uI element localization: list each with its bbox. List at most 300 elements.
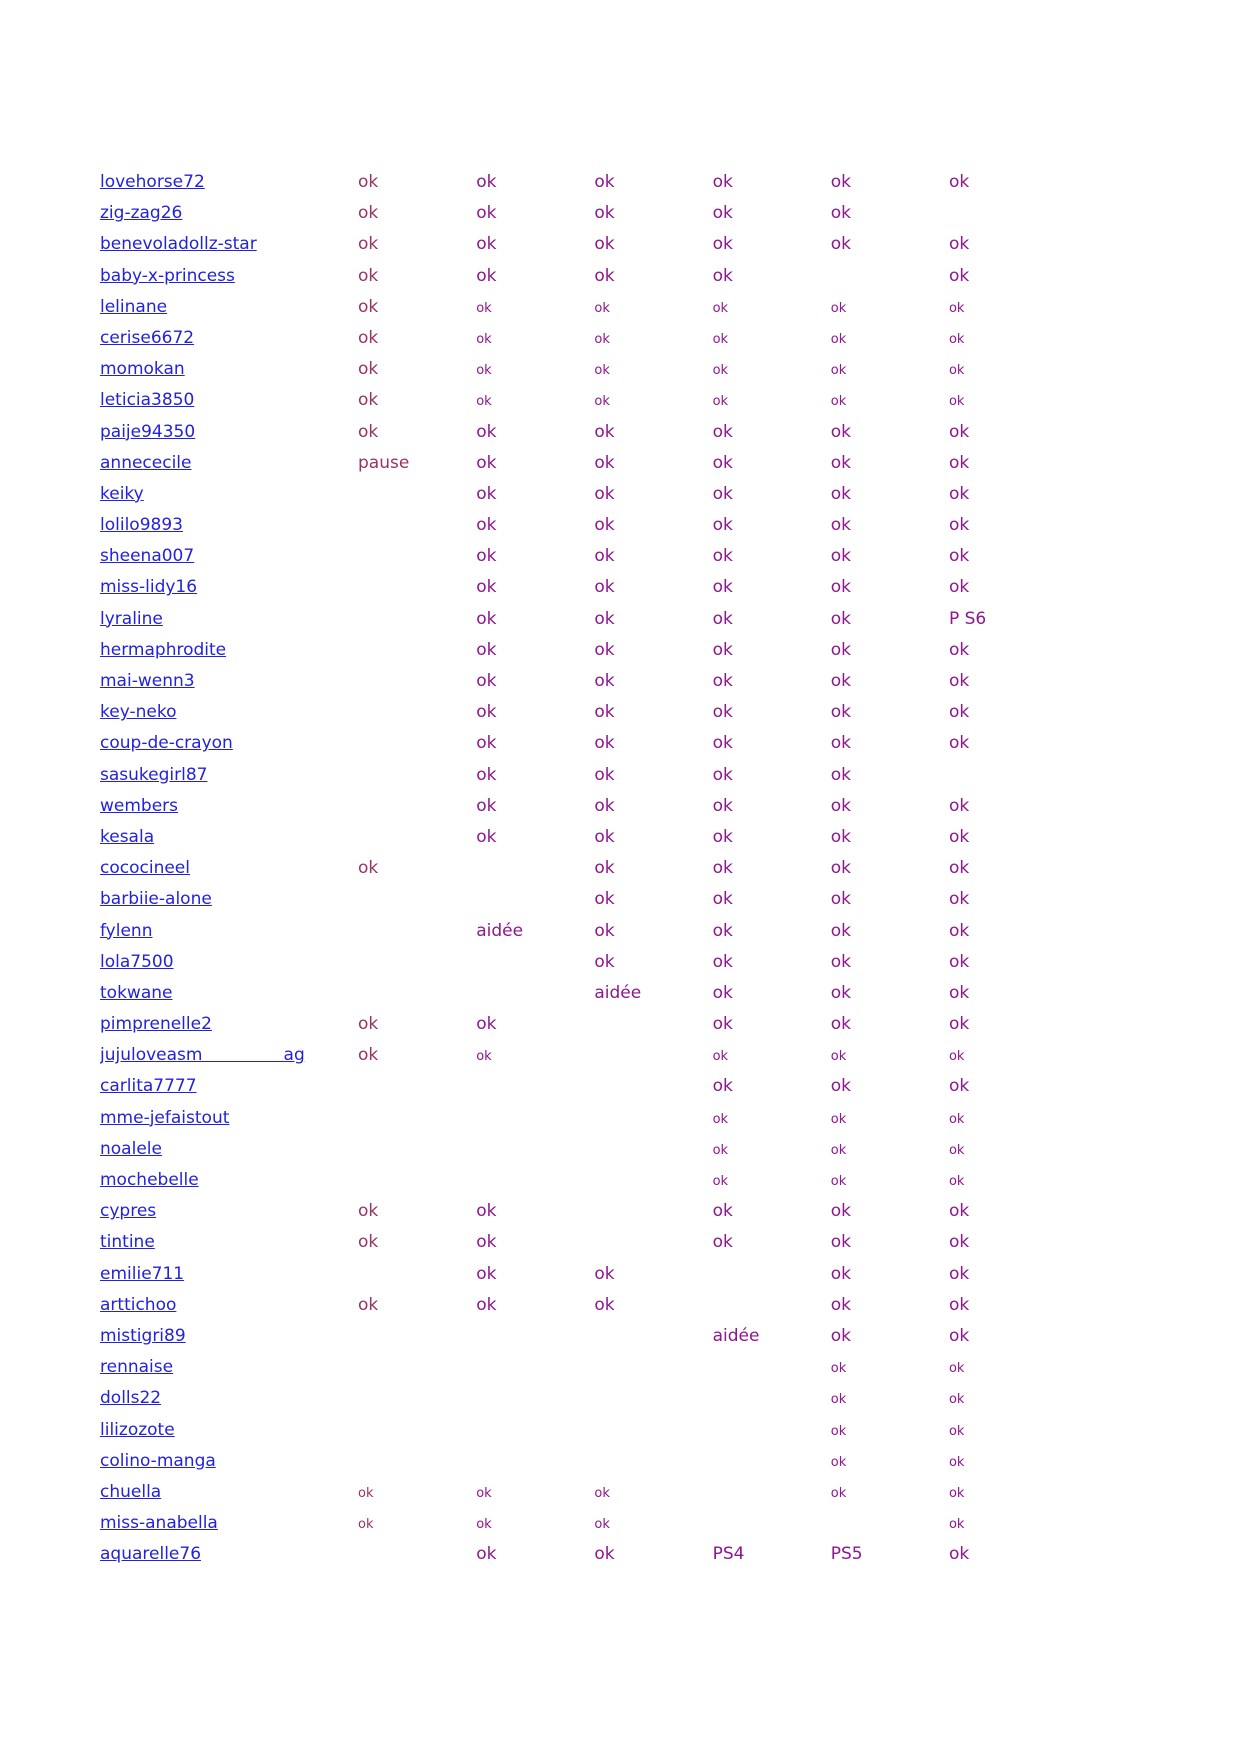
- status-value: ok: [712, 1142, 729, 1158]
- status-value: ok: [712, 483, 733, 504]
- table-row: [100, 858, 1220, 889]
- status-value: ok: [830, 546, 851, 567]
- status-value: ok: [358, 172, 379, 192]
- member-link[interactable]: emilie711: [100, 1263, 185, 1284]
- status-value: ok: [830, 608, 851, 629]
- status-value: ok: [358, 234, 379, 255]
- status-value: ok: [830, 394, 847, 410]
- status-value: ok: [476, 483, 497, 504]
- table-row: [100, 1014, 1220, 1045]
- member-name-cell: [100, 702, 358, 722]
- status-value: ok: [948, 1201, 970, 1222]
- status-value: ok: [358, 1485, 374, 1501]
- status-value: ok: [594, 363, 610, 379]
- status-value: ok: [476, 515, 497, 536]
- status-value: ok: [476, 363, 492, 379]
- status-value: aidée: [712, 1325, 760, 1346]
- member-name-cell: [100, 983, 358, 1003]
- member-name-cell: [100, 266, 358, 286]
- member-link[interactable]: coup-de-crayon: [100, 733, 233, 754]
- status-value: ok: [830, 733, 851, 754]
- member-name-cell: [100, 297, 358, 317]
- status-value: ok: [948, 920, 970, 941]
- status-value: ok: [712, 982, 733, 1003]
- status-value: ok: [712, 1049, 729, 1065]
- table-row: [100, 1482, 1220, 1513]
- status-value: ok: [830, 858, 851, 879]
- table-row: [100, 1357, 1220, 1388]
- status-value: ok: [476, 331, 492, 347]
- status-value: ok: [358, 1014, 379, 1035]
- status-value: ok: [830, 577, 851, 598]
- status-value: ok: [830, 982, 851, 1003]
- status-value: ok: [712, 920, 733, 941]
- table-row: [100, 359, 1220, 390]
- member-name-cell: [100, 577, 358, 597]
- status-value: ok: [948, 1454, 965, 1470]
- status-value: ok: [948, 1325, 970, 1346]
- table-row: [100, 266, 1220, 297]
- table-row: [100, 234, 1220, 265]
- status-value: ok: [594, 764, 615, 785]
- status-value: ok: [830, 1325, 851, 1346]
- status-value: ok: [830, 1014, 851, 1035]
- table-row: [100, 765, 1220, 796]
- table-row: [100, 328, 1220, 359]
- status-value: ok: [594, 889, 615, 910]
- table-row: [100, 1388, 1220, 1419]
- member-name-cell: [100, 1170, 358, 1190]
- status-value: ok: [712, 421, 733, 442]
- member-link[interactable]: baby-x-princess: [100, 265, 235, 286]
- status-value: ok: [594, 483, 615, 504]
- member-name-cell: [100, 889, 358, 909]
- status-value: ok: [712, 265, 733, 286]
- status-value: ok: [476, 608, 497, 629]
- status-value: ok: [948, 1263, 970, 1284]
- table-row: [100, 515, 1220, 546]
- member-link[interactable]: zig-zag26: [100, 203, 183, 224]
- table-row: [100, 1139, 1220, 1170]
- member-name-cell: [100, 328, 358, 348]
- status-value: ok: [712, 515, 733, 536]
- status-value: ok: [830, 1076, 851, 1097]
- status-value: ok: [830, 1201, 851, 1222]
- member-link[interactable]: jujuloveasm ag: [100, 1045, 305, 1066]
- status-value: ok: [358, 1232, 379, 1253]
- status-value: ok: [476, 172, 497, 192]
- member-link[interactable]: mistigri89: [100, 1325, 186, 1346]
- member-name-cell: [100, 1232, 358, 1252]
- member-name-cell: [100, 765, 358, 785]
- status-value: PS5: [830, 1544, 863, 1565]
- member-link[interactable]: paije94350: [100, 421, 196, 442]
- status-value: ok: [594, 826, 615, 847]
- table-row: [100, 453, 1220, 484]
- status-value: ok: [830, 172, 851, 192]
- status-value: ok: [948, 826, 970, 847]
- table-row: [100, 1045, 1220, 1076]
- status-value: ok: [476, 1232, 497, 1253]
- status-value: ok: [948, 1076, 970, 1097]
- table-row: [100, 702, 1220, 733]
- status-value: ok: [594, 265, 615, 286]
- member-link[interactable]: sasukegirl87: [100, 764, 208, 785]
- table-row: [100, 577, 1220, 608]
- member-name-cell: [100, 546, 358, 566]
- status-value: ok: [476, 452, 497, 473]
- status-value: ok: [948, 300, 965, 316]
- member-link[interactable]: lola7500: [100, 951, 174, 972]
- member-name-cell: [100, 827, 358, 847]
- member-link[interactable]: lyraline: [100, 608, 163, 629]
- member-link[interactable]: tokwane: [100, 982, 173, 1003]
- status-value: ok: [594, 546, 615, 567]
- status-value: ok: [476, 203, 497, 224]
- status-value: ok: [594, 172, 615, 192]
- status-value: ok: [948, 1544, 970, 1565]
- member-link[interactable]: cerise6672: [100, 327, 195, 348]
- status-value: ok: [476, 1049, 492, 1065]
- member-link[interactable]: miss-anabella: [100, 1513, 218, 1534]
- status-value: aidée: [594, 982, 642, 1003]
- status-value: ok: [712, 1201, 733, 1222]
- status-value: ok: [830, 639, 851, 660]
- status-value: ok: [476, 421, 497, 442]
- status-value: ok: [358, 1045, 379, 1066]
- status-value: ok: [948, 483, 970, 504]
- status-value: ok: [476, 826, 497, 847]
- status-value: ok: [594, 608, 615, 629]
- status-value: ok: [948, 546, 970, 567]
- status-value: ok: [476, 1263, 497, 1284]
- member-link[interactable]: noalele: [100, 1138, 162, 1159]
- status-value: ok: [948, 577, 970, 598]
- member-link[interactable]: mochebelle: [100, 1170, 199, 1190]
- member-link[interactable]: arttichoo: [100, 1294, 177, 1315]
- member-link[interactable]: aquarelle76: [100, 1544, 202, 1565]
- member-name-cell: [100, 172, 358, 192]
- member-name-cell: [100, 1045, 358, 1065]
- status-value: ok: [712, 234, 733, 255]
- status-value: ok: [948, 733, 970, 754]
- status-value: ok: [358, 1294, 379, 1315]
- status-value: ok: [476, 795, 497, 816]
- table-row: [100, 827, 1220, 858]
- status-value: ok: [476, 1485, 492, 1501]
- table-row: [100, 671, 1220, 702]
- status-value: ok: [594, 452, 615, 473]
- status-value: ok: [830, 920, 851, 941]
- member-name-cell: [100, 1139, 358, 1159]
- status-value: ok: [830, 452, 851, 473]
- member-name-cell: [100, 234, 358, 254]
- member-name-cell: [100, 1201, 358, 1221]
- status-value: ok: [948, 452, 970, 473]
- status-value: ok: [594, 1294, 615, 1315]
- table-row: [100, 297, 1220, 328]
- status-value: ok: [358, 390, 379, 411]
- member-name-cell: [100, 203, 358, 223]
- status-value: ok: [830, 1454, 847, 1470]
- status-value: ok: [712, 1076, 733, 1097]
- status-value: ok: [712, 546, 733, 567]
- member-name-cell: [100, 453, 358, 473]
- status-value: ok: [476, 733, 497, 754]
- status-value: ok: [476, 1517, 492, 1533]
- member-status-table: [100, 172, 1220, 1575]
- member-name-cell: [100, 1326, 358, 1346]
- table-row: [100, 1201, 1220, 1232]
- status-value: ok: [712, 577, 733, 598]
- status-value: ok: [830, 331, 847, 347]
- member-name-cell: [100, 1357, 358, 1377]
- member-link[interactable]: pimprenelle2: [100, 1014, 212, 1035]
- status-value: ok: [712, 702, 733, 723]
- status-value: ok: [594, 858, 615, 879]
- status-value: ok: [476, 764, 497, 785]
- table-row: [100, 172, 1220, 203]
- status-value: ok: [830, 1049, 847, 1065]
- member-link[interactable]: rennaise: [100, 1357, 174, 1378]
- status-value: ok: [830, 203, 851, 224]
- status-value: aidée: [476, 920, 524, 941]
- status-value: ok: [358, 203, 379, 224]
- status-value: ok: [712, 951, 733, 972]
- member-link[interactable]: sheena007: [100, 546, 195, 567]
- status-value: ok: [948, 1517, 965, 1533]
- status-value: ok: [594, 421, 615, 442]
- member-link[interactable]: fylenn: [100, 920, 153, 941]
- member-name-cell: [100, 1014, 358, 1034]
- status-value: ok: [594, 577, 615, 598]
- status-value: ok: [476, 1201, 497, 1222]
- status-value: ok: [948, 172, 970, 192]
- table-row: [100, 609, 1220, 640]
- table-row: [100, 921, 1220, 952]
- status-value: ok: [948, 331, 965, 347]
- member-name-cell: [100, 921, 358, 941]
- status-value: ok: [830, 363, 847, 379]
- member-link[interactable]: wembers: [100, 795, 179, 816]
- status-value: ok: [594, 795, 615, 816]
- status-value: ok: [948, 363, 965, 379]
- status-value: ok: [830, 300, 847, 316]
- table-row: [100, 1232, 1220, 1263]
- table-row: [100, 1076, 1220, 1107]
- status-value: ok: [712, 639, 733, 660]
- member-link[interactable]: barbiie-alone: [100, 889, 212, 910]
- status-value: ok: [830, 1294, 851, 1315]
- table-row: [100, 546, 1220, 577]
- status-value: ok: [830, 234, 851, 255]
- member-link[interactable]: cococineel: [100, 858, 190, 879]
- member-link[interactable]: mme-jefaistout: [100, 1107, 230, 1128]
- member-name-cell: [100, 796, 358, 816]
- status-value: ok: [948, 394, 965, 410]
- status-value: ok: [712, 300, 729, 316]
- status-value: ok: [830, 1263, 851, 1284]
- member-name-cell: [100, 1513, 358, 1533]
- status-value: ok: [594, 702, 615, 723]
- member-name-cell: [100, 1264, 358, 1284]
- status-value: ok: [358, 1517, 374, 1533]
- status-value: ok: [830, 1111, 847, 1127]
- member-name-cell: [100, 609, 358, 629]
- status-value: ok: [594, 331, 610, 347]
- status-value: ok: [830, 1142, 847, 1158]
- status-value: ok: [476, 702, 497, 723]
- status-value: ok: [948, 1423, 965, 1439]
- member-link[interactable]: benevoladollz-star: [100, 234, 257, 255]
- member-link[interactable]: carlita7777: [100, 1076, 197, 1097]
- status-value: ok: [358, 327, 379, 348]
- table-row: [100, 422, 1220, 453]
- table-row: [100, 1513, 1220, 1544]
- status-value: ok: [830, 1392, 847, 1408]
- status-value: ok: [948, 1232, 970, 1253]
- status-value: ok: [712, 452, 733, 473]
- member-link[interactable]: cypres: [100, 1201, 157, 1222]
- status-value: ok: [594, 234, 615, 255]
- member-name-cell: [100, 484, 358, 504]
- table-row: [100, 1108, 1220, 1139]
- status-value: ok: [830, 1174, 847, 1189]
- status-value: ok: [712, 671, 733, 691]
- status-value: ok: [712, 733, 733, 754]
- member-link[interactable]: momokan: [100, 359, 185, 380]
- table-row: [100, 796, 1220, 827]
- status-value: ok: [712, 1014, 733, 1035]
- member-name-cell: [100, 390, 358, 410]
- status-value: ok: [594, 951, 615, 972]
- member-name-cell: [100, 1388, 358, 1408]
- member-link[interactable]: mai-wenn3: [100, 671, 195, 691]
- member-link[interactable]: chuella: [100, 1481, 162, 1502]
- member-name-cell: [100, 1544, 358, 1564]
- status-value: ok: [712, 608, 733, 629]
- member-name-cell: [100, 858, 358, 878]
- status-value: ok: [594, 733, 615, 754]
- table-row: [100, 390, 1220, 421]
- member-link[interactable]: lovehorse72: [100, 172, 205, 192]
- status-value: ok: [712, 1232, 733, 1253]
- status-value: ok: [830, 671, 851, 691]
- member-name-cell: [100, 1451, 358, 1471]
- status-value: ok: [948, 951, 970, 972]
- status-value: ok: [948, 265, 970, 286]
- status-value: ok: [948, 1014, 970, 1035]
- status-value: ok: [476, 394, 492, 410]
- member-link[interactable]: lelinane: [100, 296, 168, 317]
- member-link[interactable]: miss-lidy16: [100, 577, 198, 598]
- member-link[interactable]: hermaphrodite: [100, 639, 227, 660]
- status-value: pause: [358, 452, 410, 473]
- status-value: ok: [712, 1111, 729, 1127]
- status-value: ok: [712, 331, 729, 347]
- status-value: ok: [948, 1111, 965, 1127]
- table-row: [100, 952, 1220, 983]
- status-value: ok: [476, 234, 497, 255]
- status-value: ok: [830, 483, 851, 504]
- table-row: [100, 1170, 1220, 1201]
- member-link[interactable]: kesala: [100, 826, 155, 847]
- status-value: ok: [476, 265, 497, 286]
- status-value: ok: [476, 639, 497, 660]
- status-value: ok: [830, 515, 851, 536]
- member-name-cell: [100, 1076, 358, 1096]
- member-name-cell: [100, 1108, 358, 1128]
- status-value: ok: [948, 639, 970, 660]
- status-value: ok: [948, 515, 970, 536]
- member-link[interactable]: leticia3850: [100, 390, 195, 411]
- status-value: ok: [948, 1142, 965, 1158]
- status-value: ok: [476, 1294, 497, 1315]
- status-value: ok: [948, 1174, 965, 1189]
- table-row: [100, 1295, 1220, 1326]
- status-value: ok: [948, 1392, 965, 1408]
- status-value: ok: [594, 515, 615, 536]
- status-value: ok: [358, 421, 379, 442]
- status-value: ok: [948, 702, 970, 723]
- status-value: ok: [948, 889, 970, 910]
- member-link[interactable]: tintine: [100, 1232, 155, 1253]
- status-value: ok: [358, 1201, 379, 1222]
- status-value: ok: [358, 858, 379, 879]
- member-link[interactable]: keiky: [100, 483, 144, 504]
- status-value: ok: [712, 889, 733, 910]
- member-name-cell: [100, 952, 358, 972]
- status-value: ok: [830, 889, 851, 910]
- member-link[interactable]: lilizozote: [100, 1419, 175, 1440]
- status-value: ok: [594, 1517, 610, 1533]
- member-link[interactable]: colino-manga: [100, 1450, 216, 1471]
- member-link[interactable]: annececile: [100, 452, 192, 473]
- member-name-cell: [100, 671, 358, 691]
- member-link[interactable]: key-neko: [100, 702, 177, 723]
- status-value: ok: [712, 172, 733, 192]
- status-value: ok: [476, 671, 497, 691]
- status-value: ok: [712, 858, 733, 879]
- status-value: ok: [358, 296, 379, 317]
- status-value: P S6: [948, 608, 987, 629]
- status-value: ok: [948, 982, 970, 1003]
- table-row: [100, 983, 1220, 1014]
- status-value: ok: [712, 1174, 729, 1189]
- status-value: ok: [476, 300, 492, 316]
- table-row: [100, 640, 1220, 671]
- status-value: ok: [830, 826, 851, 847]
- status-value: ok: [476, 1014, 497, 1035]
- status-value: ok: [594, 203, 615, 224]
- member-link[interactable]: dolls22: [100, 1388, 162, 1409]
- status-value: ok: [948, 1361, 965, 1377]
- status-value: ok: [830, 1361, 847, 1377]
- member-link[interactable]: lolilo9893: [100, 515, 183, 536]
- status-value: ok: [830, 1485, 847, 1501]
- table-row: [100, 484, 1220, 515]
- status-value: ok: [594, 300, 610, 316]
- table-row: [100, 1326, 1220, 1357]
- member-name-cell: [100, 359, 358, 379]
- member-name-cell: [100, 422, 358, 442]
- status-value: ok: [830, 795, 851, 816]
- status-value: ok: [948, 421, 970, 442]
- status-value: ok: [594, 394, 610, 410]
- status-value: ok: [830, 702, 851, 723]
- member-name-cell: [100, 733, 358, 753]
- table-row: [100, 733, 1220, 764]
